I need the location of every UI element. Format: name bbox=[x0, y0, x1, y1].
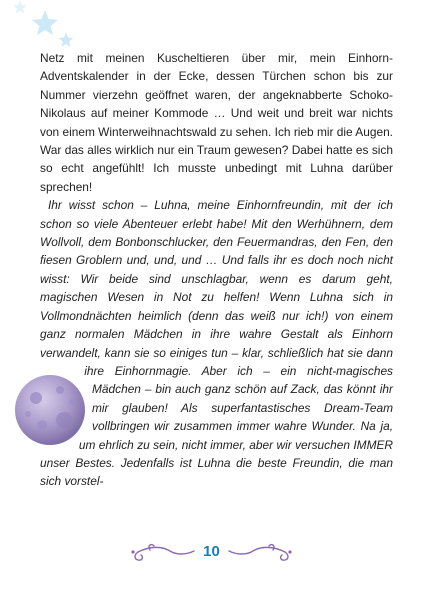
star-icon bbox=[59, 32, 74, 47]
paragraph-italic-part-1: Ihr wisst schon – Luhna, meine Einhornfreundin, mit der ich schon so viele Abenteuer erlebt habe! Mit den Werhühnern, dem Wollvoll, dem Bonbonschlucker, den Feuermandras, den Fen, den fiesen Groblern und, und, und … Und falls ihr es doch noch nicht wisst: Wir beide sind unschlagbar, wenn es darum geht, magischen Wesen in Not zu helfen! Wenn Luhna sich in Vollmondnächten heimlich (denn das weiß nur ich!) von einem ganz normalen Mädchen in ihre wahre Gestalt als Einhorn verwandelt, kann sie so einiges tun – klar, schließlich hat sie bbox=[40, 198, 393, 360]
body-text bbox=[40, 49, 393, 491]
paragraph-italic-part-2: dann ihre Einhornmagie. Aber ich – ein nicht-magisches Mädchen – bin auch ganz schön auf Zack, das könnt ihr mir glauben! Als superfantastisches Dream-Team vollbringen wir zusammen immer wahre Wunder. Na ja, um ehrlich zu sein, nicht immer, aber wir versuchen IMMER unser Bestes. Jedenfalls ist Luhna die beste Freundin, die man sich vorstel- bbox=[40, 345, 394, 489]
paragraph-italic bbox=[40, 196, 393, 491]
paragraph: Netz mit meinen Kuscheltieren über mir, mein Einhorn-Adventskalender in der Ecke, dessen Türchen schon bis zur Nummer vierzehn geöffnet waren, der angeknabberte Schoko-Nikolaus auf meiner Kommode … Und weit und breit war nichts von einem Winterweihnachtswald zu sehen. Ich rieb mir die Augen. War das alles wirklich nur ein Traum gewesen? Dabei hatte es sich so echt angefühlt! Ich musste unbedingt mit Luhna darüber sprechen! bbox=[40, 51, 393, 194]
page-number: 10 bbox=[203, 543, 220, 560]
star-icon bbox=[32, 10, 58, 35]
star-icon bbox=[13, 0, 27, 14]
